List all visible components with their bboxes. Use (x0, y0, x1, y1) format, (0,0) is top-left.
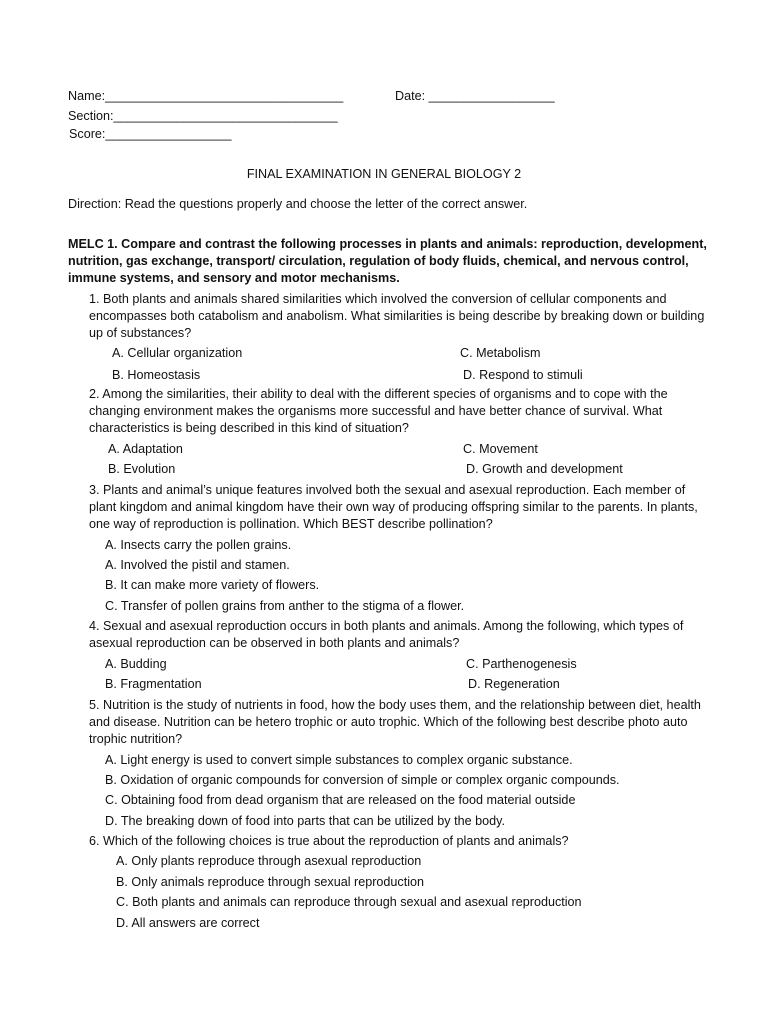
question-4: 4. Sexual and asexual reproduction occurs in both plants and animals. Among the following, which types of asexual reproduction can be observed in both plants and animals? (89, 619, 684, 650)
q3-option-2: A. Involved the pistil and stamen. (105, 558, 290, 572)
q4-option-a: A. Budding (105, 657, 167, 671)
exam-title: FINAL EXAMINATION IN GENERAL BIOLOGY 2 (246, 167, 522, 181)
score-field: Score:__________________ (69, 127, 232, 141)
melc-heading: MELC 1. Compare and contrast the following processes in plants and animals: reproduction, development, nutrition, gas exchange, transport/ circulation, regulation of body fluids, chemical, and nervous control, immune systems, and sensory and motor mechanisms. (68, 237, 707, 285)
question-1: 1. Both plants and animals shared similarities which involved the conversion of cellular components and encompasses both catabolism and anabolism. What similarities is being describe by breaking down or building up of substances? (89, 292, 705, 340)
question-5: 5. Nutrition is the study of nutrients in food, how the body uses them, and the relationship between diet, health and disease. Nutrition can be hetero trophic or auto trophic. Which of the following best describe photo auto trophic nutrition? (89, 698, 701, 746)
q3-option-3: B. It can make more variety of flowers. (105, 578, 320, 592)
q2-option-a: A. Adaptation (108, 442, 183, 456)
q6-option-a: A. Only plants reproduce through asexual reproduction (116, 854, 422, 868)
q2-option-c: C. Movement (463, 442, 538, 456)
date-field: Date: __________________ (395, 89, 555, 103)
direction-text: Direction: Read the questions properly and choose the letter of the correct answer. (68, 197, 528, 211)
q6-option-c: C. Both plants and animals can reproduce through sexual and asexual reproduction (116, 895, 582, 909)
q1-option-b: B. Homeostasis (112, 368, 201, 382)
name-field: Name:__________________________________ (68, 89, 344, 103)
q5-option-c: C. Obtaining food from dead organism that are released on the food material outside (105, 793, 576, 807)
q6-option-d: D. All answers are correct (116, 916, 260, 930)
q4-option-d: D. Regeneration (468, 677, 560, 691)
q5-option-b: B. Oxidation of organic compounds for conversion of simple or complex organic compounds. (105, 773, 620, 787)
q6-option-b: B. Only animals reproduce through sexual reproduction (116, 875, 425, 889)
q1-option-d: D. Respond to stimuli (463, 368, 583, 382)
q2-option-b: B. Evolution (108, 462, 176, 476)
question-2: 2. Among the similarities, their ability to deal with the different species of organisms and to cope with the changing environment makes the organisms more successful and have better chance of survival. What characteristics is being described in this kind of situation? (89, 387, 668, 435)
question-3: 3. Plants and animal’s unique features involved both the sexual and asexual reproduction. Each member of plant kingdom and animal kingdom have their own way of producing offspring similar to the parents. In plants, one way of reproduction is pollination. Which BEST describe pollination? (89, 483, 698, 531)
q3-option-1: A. Insects carry the pollen grains. (105, 538, 292, 552)
q5-option-a: A. Light energy is used to convert simple substances to complex organic substance. (105, 753, 573, 767)
q2-option-d: D. Growth and development (466, 462, 623, 476)
section-field: Section:________________________________ (68, 109, 338, 123)
q3-option-4: C. Transfer of pollen grains from anther to the stigma of a flower. (105, 599, 465, 613)
q1-option-c: C. Metabolism (460, 346, 541, 360)
q4-option-b: B. Fragmentation (105, 677, 202, 691)
question-6: 6. Which of the following choices is true about the reproduction of plants and animals? (89, 834, 569, 848)
q1-option-a: A. Cellular organization (112, 346, 243, 360)
q4-option-c: C. Parthenogenesis (466, 657, 577, 671)
q5-option-d: D. The breaking down of food into parts that can be utilized by the body. (105, 814, 505, 828)
